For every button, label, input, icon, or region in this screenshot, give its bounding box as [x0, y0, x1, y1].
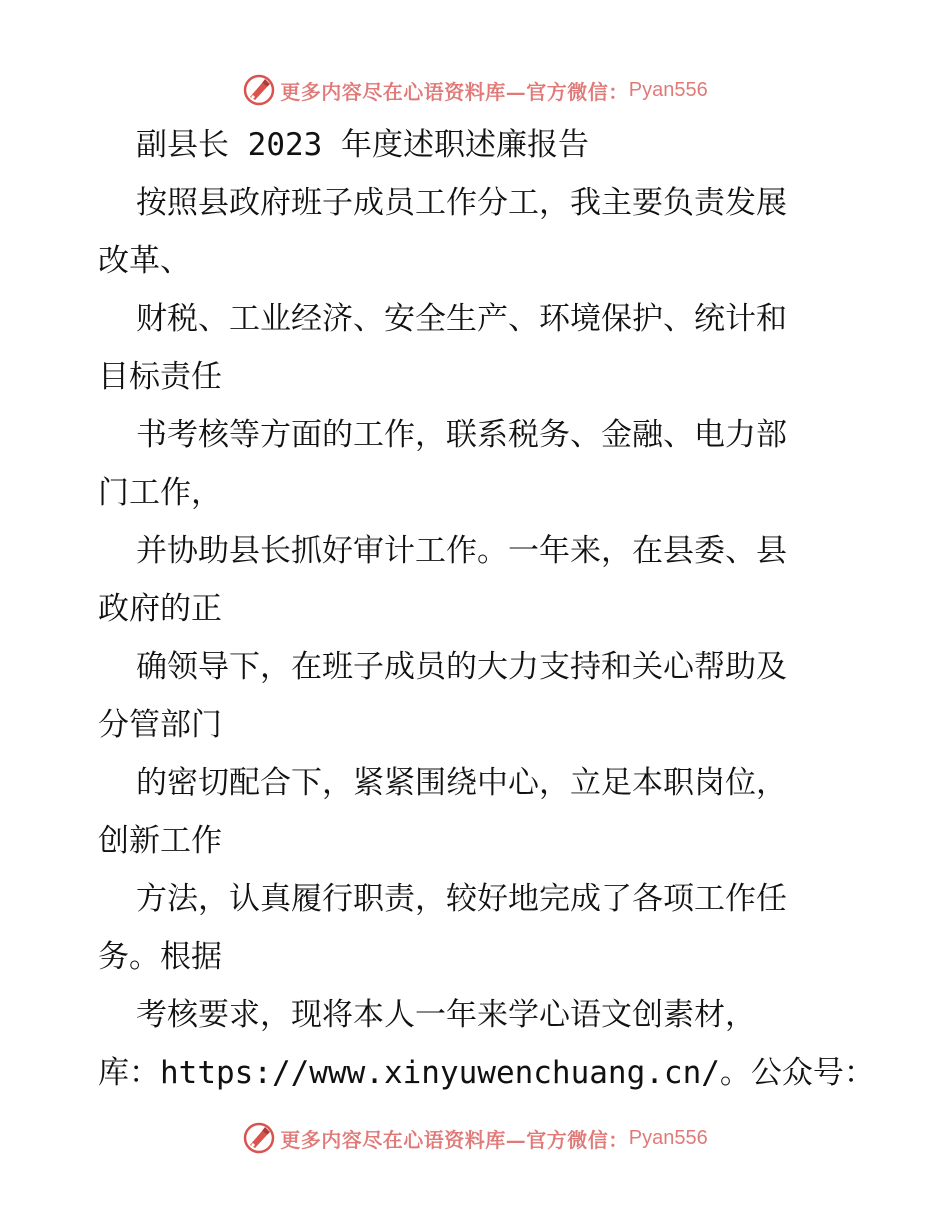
text-line: 的密切配合下，紧紧围绕中心，立足本职岗位，: [136, 765, 787, 801]
text-line: 确领导下，在班子成员的大力支持和关心帮助及: [136, 649, 787, 685]
banner-text: 更多内容尽在心语资料库—官方微信：: [280, 79, 629, 104]
text-line: 目标责任: [98, 359, 222, 395]
text-line: 门工作，: [98, 475, 222, 511]
text-line: 创新工作: [98, 823, 222, 859]
text-line-url: 库：https://www.xinyuwenchuang.cn/。公众号：: [98, 1055, 875, 1091]
text-line: 方法，认真履行职责，较好地完成了各项工作任: [136, 881, 787, 917]
text-line: 并协助县长抓好审计工作。一年来，在县委、县: [136, 533, 787, 569]
text-line: 改革、: [98, 243, 191, 279]
text-line: 考核要求，现将本人一年来学心语文创素材，: [136, 997, 756, 1033]
text-line: 分管部门: [98, 707, 222, 743]
text-line: 政府的正: [98, 591, 222, 627]
text-line: 务。根据: [98, 939, 222, 975]
text-line: 财税、工业经济、安全生产、环境保护、统计和: [136, 301, 787, 337]
header-banner: [0, 70, 950, 110]
pen-logo-icon: [242, 1121, 276, 1155]
pen-logo-icon: [242, 73, 276, 107]
banner-contact: Pyan556: [628, 1126, 708, 1149]
footer-banner: [0, 1118, 950, 1158]
text-line: 书考核等方面的工作，联系税务、金融、电力部: [136, 417, 787, 453]
banner-contact: Pyan556: [628, 78, 708, 101]
banner-text: 更多内容尽在心语资料库—官方微信：: [280, 1127, 629, 1152]
text-line: 按照县政府班子成员工作分工，我主要负责发展: [136, 185, 787, 221]
document-title: 副县长 2023 年度述职述廉报告: [136, 127, 589, 163]
